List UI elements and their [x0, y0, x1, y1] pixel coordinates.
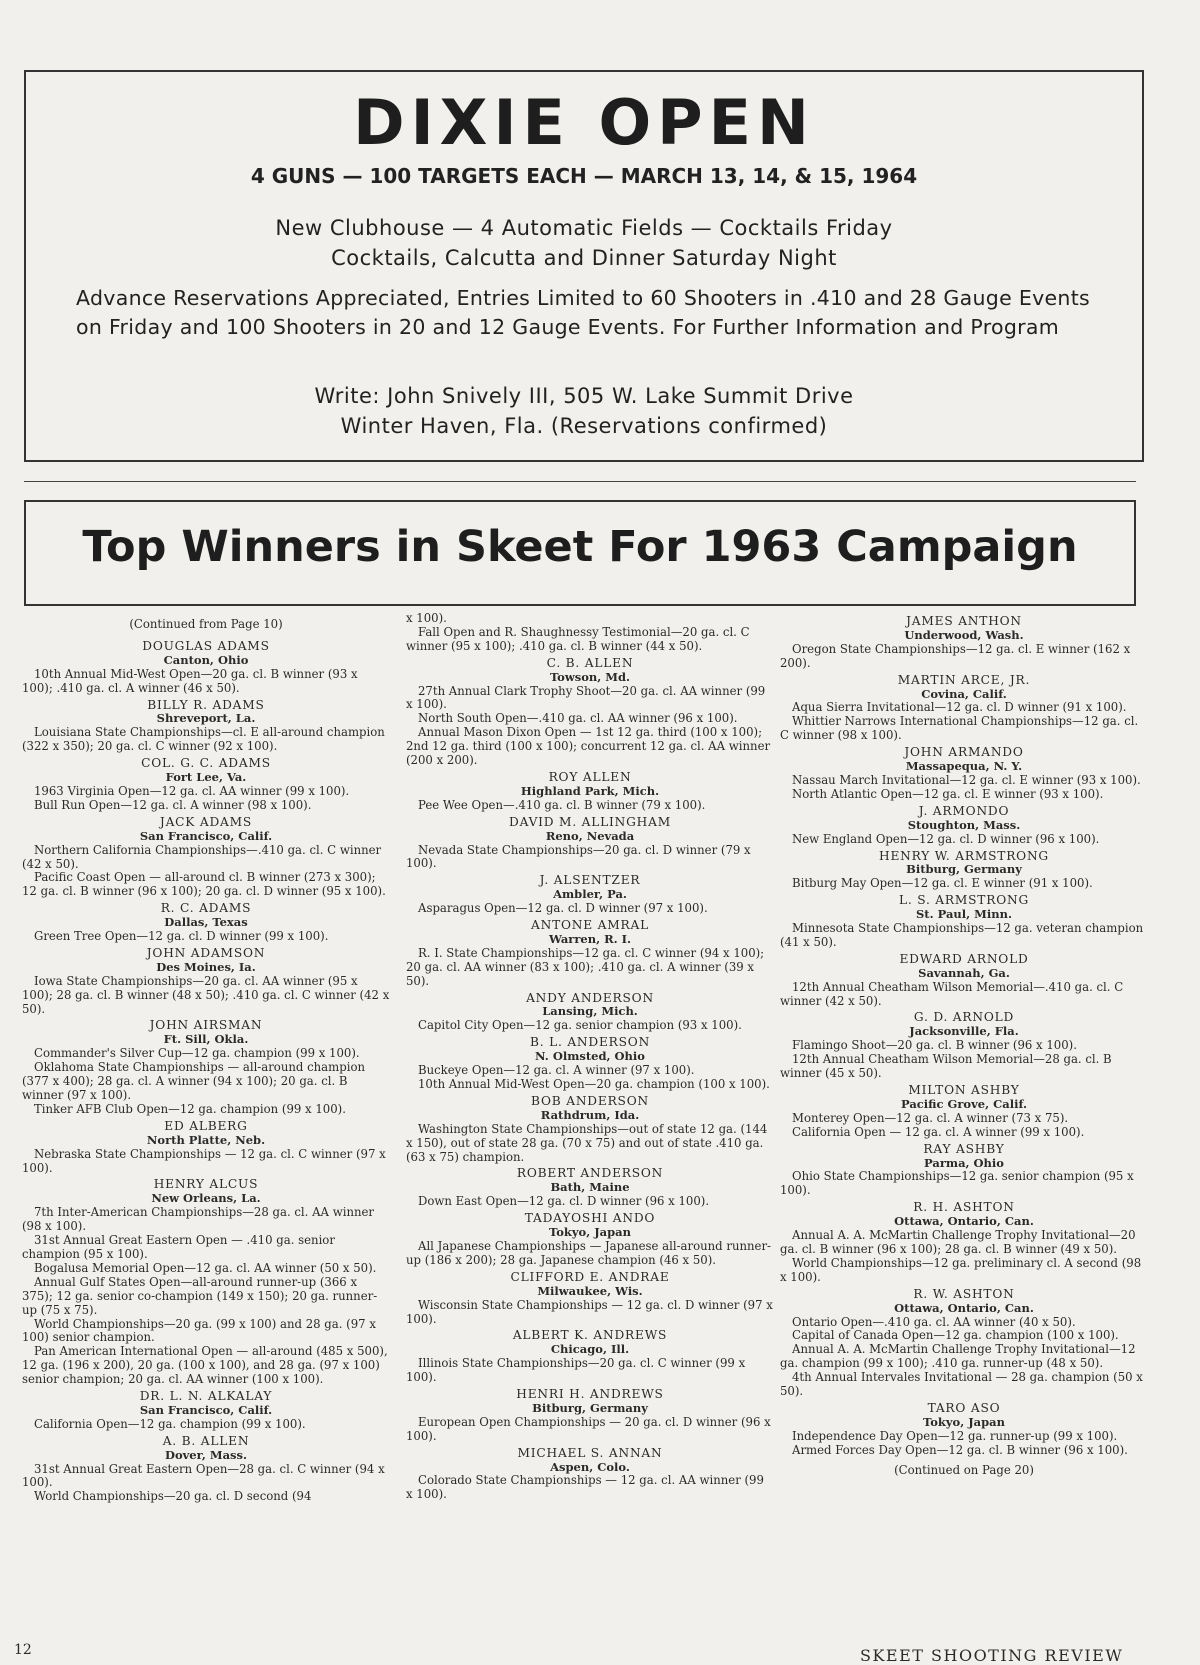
- winner-location: N. Olmsted, Ohio: [535, 1049, 645, 1064]
- result-text: Pan American International Open — all-around (485 x 500), 12 ga. (196 x 200), 20 ga. (100 x 100), and 28 ga. (97 x 100) senior champion; 20 ga. cl. AA winner (100 x 100).: [22, 1344, 388, 1387]
- winner-entry: [406, 1329, 774, 1385]
- winner-location: Shreveport, La.: [156, 711, 256, 726]
- winner-name: ED ALBERG: [164, 1118, 248, 1133]
- winner-location: New Orleans, La.: [151, 1191, 261, 1206]
- winner-name: HENRI H. ANDREWS: [516, 1387, 664, 1402]
- winner-entry: [780, 953, 1148, 1009]
- winner-location: Dallas, Texas: [164, 915, 248, 930]
- page-number: 12: [14, 1642, 32, 1658]
- winner-name: EDWARD ARNOLD: [899, 951, 1029, 966]
- result-text: Annual A. A. McMartin Challenge Trophy Invitational—20 ga. cl. B winner (96 x 100); 28 ga. cl. B winner (49 x 50).: [780, 1228, 1136, 1256]
- winner-name: MICHAEL S. ANNAN: [517, 1445, 663, 1460]
- winner-location: Covina, Calif.: [921, 686, 1007, 701]
- result-text: Bull Run Open—12 ga. cl. A winner (98 x 100).: [34, 797, 312, 812]
- winner-entry: [780, 674, 1148, 744]
- ad-subtitle: 4 GUNS — 100 TARGETS EACH — MARCH 13, 14, & 15, 1964: [250, 164, 918, 188]
- winner-entry: [22, 699, 390, 755]
- result-text: All Japanese Championships — Japanese all-around runner-up (186 x 200); 28 ga. Japanese champion (46 x 50).: [406, 1238, 772, 1267]
- result-text: World Championships—20 ga. cl. D second (94: [34, 1489, 312, 1504]
- winner-name: A. B. ALLEN: [162, 1433, 250, 1448]
- winner-location: Towson, Md.: [549, 669, 631, 684]
- winner-entry: [780, 615, 1148, 671]
- result-text: Ontario Open—.410 ga. cl. AA winner (40 x 50).: [792, 1314, 1076, 1329]
- result-text: Nevada State Championships—20 ga. cl. D winner (79 x 100).: [406, 842, 751, 871]
- winner-location: Dover, Mass.: [164, 1447, 247, 1462]
- result-text: World Championships—12 ga. preliminary cl. A second (98 x 100).: [780, 1255, 1142, 1284]
- result-text: R. I. State Championships—12 ga. cl. C winner (94 x 100); 20 ga. cl. AA winner (83 x 100); .410 ga. cl. A winner (39 x 50).: [406, 945, 765, 988]
- winner-entry: [780, 1084, 1148, 1140]
- winner-name: B. L. ANDERSON: [529, 1035, 651, 1050]
- result-text: Nebraska State Championships — 12 ga. cl. C winner (97 x 100).: [22, 1146, 386, 1175]
- winner-entry: [406, 919, 774, 989]
- result-text: x 100).: [406, 611, 447, 625]
- result-text: Monterey Open—12 ga. cl. A winner (73 x 75).: [792, 1110, 1069, 1125]
- result-text: Green Tree Open—12 ga. cl. D winner (99 x 100).: [34, 929, 329, 944]
- result-text: Armed Forces Day Open—12 ga. cl. B winner (96 x 100).: [792, 1442, 1128, 1457]
- winner-name: BOB ANDERSON: [531, 1093, 649, 1108]
- result-text: Annual Mason Dixon Open — 1st 12 ga. third (100 x 100); 2nd 12 ga. third (100 x 100); concurrent 12 ga. cl. AA winner (200 x 200).: [406, 725, 771, 768]
- result-text: Oregon State Championships—12 ga. cl. E winner (162 x 200).: [780, 641, 1131, 670]
- winner-entry: [780, 894, 1148, 950]
- winner-location: Chicago, Ill.: [550, 1342, 630, 1357]
- winner-entry: [780, 1011, 1148, 1081]
- column-2: [406, 612, 774, 1502]
- result-text: 10th Annual Mid-West Open—20 ga. champion (100 x 100).: [418, 1077, 770, 1091]
- ad-paragraph: Advance Reservations Appreciated, Entries Limited to 60 Shooters in .410 and 28 Gauge Events on Friday and 100 Shooters in 20 and 12 Gauge Events. For Further Information and Program: [76, 286, 1091, 339]
- result-text: Colorado State Championships — 12 ga. cl. AA winner (99 x 100).: [406, 1473, 764, 1502]
- result-text: 4th Annual Intervales Invitational — 28 ga. champion (50 x 50).: [780, 1370, 1143, 1399]
- result-text: Buckeye Open—12 ga. cl. A winner (97 x 100).: [418, 1063, 695, 1078]
- winner-location: Milwaukee, Wis.: [537, 1283, 643, 1298]
- ad-write-line-2: Winter Haven, Fla. (Reservations confirmed): [340, 414, 828, 438]
- result-text: Whittier Narrows International Championships—12 ga. cl. C winner (98 x 100).: [780, 714, 1139, 743]
- result-text: Flamingo Shoot—20 ga. cl. B winner (96 x 100).: [792, 1038, 1077, 1053]
- winner-entry: [22, 1019, 390, 1116]
- winner-location: Fort Lee, Va.: [165, 770, 247, 785]
- winner-location: Des Moines, Ia.: [156, 959, 256, 974]
- result-text: North South Open—.410 ga. cl. AA winner (96 x 100).: [418, 711, 738, 726]
- result-text: 31st Annual Great Eastern Open—28 ga. cl. C winner (94 x 100).: [22, 1461, 385, 1490]
- winner-entry: [406, 657, 774, 768]
- winner-entry: [406, 816, 774, 872]
- headline: Top Winners in Skeet For 1963 Campaign: [82, 522, 1078, 572]
- result-text: Oklahoma State Championships — all-around champion (377 x 400); 28 ga. cl. A winner (94 x 100); 20 ga. cl. B winner (97 x 100).: [22, 1060, 366, 1102]
- winner-entry: [22, 1178, 390, 1387]
- result-text: 12th Annual Cheatham Wilson Memorial—28 ga. cl. B winner (45 x 50).: [780, 1052, 1112, 1081]
- result-text: Bogalusa Memorial Open—12 ga. cl. AA winner (50 x 50).: [34, 1260, 377, 1275]
- winner-location: Bath, Maine: [550, 1180, 630, 1195]
- winner-entry: [22, 947, 390, 1017]
- result-text: Pee Wee Open—.410 ga. cl. B winner (79 x 100).: [418, 797, 706, 812]
- winner-entry: [406, 1271, 774, 1327]
- winner-location: Pacific Grove, Calif.: [901, 1096, 1027, 1111]
- winner-location: Jacksonville, Fla.: [909, 1024, 1019, 1039]
- winner-location: San Francisco, Calif.: [139, 828, 273, 843]
- result-text: Aqua Sierra Invitational—12 ga. cl. D winner (91 x 100).: [792, 700, 1127, 715]
- winner-name: COL. G. C. ADAMS: [141, 756, 271, 771]
- winner-location: Ft. Sill, Okla.: [163, 1032, 249, 1047]
- result-text: Minnesota State Championships—12 ga. veteran champion (41 x 50).: [780, 921, 1144, 949]
- winner-name: ROY ALLEN: [548, 769, 632, 784]
- winner-name: DOUGLAS ADAMS: [142, 638, 270, 653]
- result-text: Northern California Championships—.410 ga. cl. C winner (42 x 50).: [22, 842, 382, 871]
- winner-location: Canton, Ohio: [163, 652, 249, 667]
- winner-name: DAVID M. ALLINGHAM: [509, 814, 671, 829]
- winner-entry: [406, 1388, 774, 1444]
- winner-name: ROBERT ANDERSON: [516, 1166, 664, 1181]
- winner-name: R. H. ASHTON: [913, 1200, 1015, 1215]
- winner-name: JACK ADAMS: [159, 814, 253, 829]
- winner-name: ANDY ANDERSON: [526, 990, 654, 1005]
- winner-location: San Francisco, Calif.: [139, 1402, 273, 1417]
- winner-location: Parma, Ohio: [924, 1155, 1004, 1170]
- winner-location: St. Paul, Minn.: [916, 907, 1012, 922]
- result-text: Capital of Canada Open—12 ga. champion (100 x 100).: [792, 1328, 1119, 1343]
- winner-entry: [406, 874, 774, 916]
- winner-name: R. W. ASHTON: [913, 1286, 1015, 1301]
- winner-entry: [780, 850, 1148, 892]
- winner-entry: [22, 1390, 390, 1432]
- result-text: 27th Annual Clark Trophy Shoot—20 ga. cl. AA winner (99 x 100).: [406, 683, 766, 712]
- result-text: Ohio State Championships—12 ga. senior champion (95 x 100).: [780, 1169, 1134, 1198]
- result-text: Tinker AFB Club Open—12 ga. champion (99 x 100).: [34, 1101, 346, 1116]
- winner-location: Ambler, Pa.: [553, 887, 627, 902]
- winner-name: J. ARMONDO: [918, 803, 1010, 818]
- result-text: World Championships—20 ga. (99 x 100) and 28 ga. (97 x 100) senior champion.: [22, 1316, 376, 1345]
- winner-entry: [406, 1167, 774, 1209]
- publication-name: SKEET SHOOTING REVIEW: [860, 1646, 1124, 1665]
- result-text: Louisiana State Championships—cl. E all-around champion (322 x 350); 20 ga. cl. C winner (92 x 100).: [22, 725, 385, 754]
- winner-name: R. C. ADAMS: [160, 901, 252, 916]
- winner-location: Bitburg, Germany: [532, 1400, 648, 1415]
- winner-entry: [22, 1120, 390, 1176]
- winner-name: JOHN ARMANDO: [904, 745, 1024, 760]
- result-text: Iowa State Championships—20 ga. cl. AA winner (95 x 100); 28 ga. cl. B winner (48 x 50); .410 ga. cl. C winner (42 x 50).: [22, 973, 390, 1016]
- result-text: Bitburg May Open—12 ga. cl. E winner (91 x 100).: [792, 876, 1093, 891]
- result-text: 7th Inter-American Championships—28 ga. cl. AA winner (98 x 100).: [22, 1205, 374, 1234]
- winner-name: CLIFFORD E. ANDRAE: [510, 1269, 670, 1284]
- winner-entry: [406, 612, 774, 654]
- result-text: European Open Championships — 20 ga. cl. D winner (96 x 100).: [406, 1414, 771, 1443]
- result-text: Commander's Silver Cup—12 ga. champion (99 x 100).: [34, 1046, 360, 1061]
- winner-name: HENRY ALCUS: [153, 1177, 259, 1192]
- ad-title: DIXIE OPEN: [353, 86, 815, 159]
- result-text: Nassau March Invitational—12 ga. cl. E winner (93 x 100).: [792, 772, 1141, 787]
- result-text: Down East Open—12 ga. cl. D winner (96 x 100).: [418, 1194, 710, 1209]
- winner-location: North Platte, Neb.: [146, 1132, 266, 1147]
- winner-entry: [780, 1288, 1148, 1399]
- ad-line-1: New Clubhouse — 4 Automatic Fields — Cocktails Friday: [275, 216, 893, 240]
- winner-entry: [406, 992, 774, 1034]
- result-text: 1963 Virginia Open—12 ga. cl. AA winner (99 x 100).: [34, 783, 350, 798]
- winner-name: TADAYOSHI ANDO: [524, 1211, 656, 1226]
- winner-location: Stoughton, Mass.: [907, 817, 1021, 832]
- result-text: Washington State Championships—out of state 12 ga. (144 x 150), out of state 28 ga. (70 x 75) and out of state .410 ga. (63 x 75) champion.: [406, 1121, 768, 1164]
- winner-name: ANTONE AMRAL: [531, 918, 649, 933]
- headline-box: [24, 500, 1136, 606]
- winner-location: Lansing, Mich.: [542, 1004, 638, 1019]
- result-text: North Atlantic Open—12 ga. cl. E winner (93 x 100).: [792, 786, 1104, 801]
- result-text: California Open—12 ga. champion (99 x 100).: [34, 1416, 306, 1431]
- divider: [24, 481, 1136, 482]
- result-text: Pacific Coast Open — all-around cl. B winner (273 x 300); 12 ga. cl. B winner (96 x 100); 20 ga. cl. D winner (95 x 100).: [22, 870, 386, 899]
- ad-write-line-1: Write: John Snively III, 505 W. Lake Summit Drive: [314, 384, 854, 408]
- winner-name: JAMES ANTHON: [906, 614, 1022, 628]
- winner-entry: [780, 1143, 1148, 1199]
- winner-location: Highland Park, Mich.: [520, 783, 660, 798]
- winner-location: Ottawa, Ontario, Can.: [894, 1300, 1034, 1315]
- result-text: Annual A. A. McMartin Challenge Trophy Invitational—12 ga. champion (99 x 100); .410 ga. runner-up (48 x 50).: [780, 1342, 1136, 1371]
- winner-entry: [406, 1447, 774, 1503]
- winner-name: J. ALSENTZER: [539, 873, 641, 888]
- winner-name: HENRY W. ARMSTRONG: [879, 848, 1049, 863]
- winner-location: Aspen, Colo.: [550, 1459, 630, 1474]
- winner-name: C. B. ALLEN: [546, 655, 634, 670]
- winner-entry: [22, 640, 390, 696]
- result-text: Fall Open and R. Shaughnessy Testimonial—20 ga. cl. C winner (95 x 100); .410 ga. cl. B winner (44 x 50).: [406, 624, 750, 653]
- winner-location: Ottawa, Ontario, Can.: [894, 1214, 1034, 1229]
- winner-location: Savannah, Ga.: [918, 965, 1010, 980]
- winner-entry: [22, 816, 390, 899]
- column-1: [22, 612, 390, 1504]
- winner-entry: [780, 1201, 1148, 1284]
- winner-name: TARO ASO: [927, 1400, 1001, 1415]
- winner-name: BILLY R. ADAMS: [147, 697, 265, 712]
- winner-location: Underwood, Wash.: [904, 627, 1024, 642]
- result-text: Illinois State Championships—20 ga. cl. C winner (99 x 100).: [406, 1356, 746, 1385]
- winner-name: MARTIN ARCE, JR.: [897, 672, 1031, 687]
- winner-location: Bitburg, Germany: [906, 862, 1022, 877]
- result-text: 31st Annual Great Eastern Open — .410 ga. senior champion (95 x 100).: [22, 1233, 335, 1261]
- winner-entry: [22, 1435, 390, 1505]
- winner-location: Rathdrum, Ida.: [540, 1107, 640, 1122]
- winner-entry: [406, 1212, 774, 1268]
- column-3: [780, 612, 1148, 1485]
- winner-name: L. S. ARMSTRONG: [898, 893, 1029, 908]
- winner-entry: [780, 805, 1148, 847]
- winner-name: RAY ASHBY: [923, 1141, 1005, 1156]
- continued-from: (Continued from Page 10): [129, 617, 283, 631]
- winner-entry: [780, 746, 1148, 802]
- result-text: Independence Day Open—12 ga. runner-up (99 x 100).: [792, 1428, 1118, 1443]
- result-text: 10th Annual Mid-West Open—20 ga. cl. B winner (93 x 100); .410 ga. cl. A winner (46 x 50).: [22, 666, 358, 695]
- winner-location: Massapequa, N. Y.: [905, 759, 1023, 774]
- winner-location: Tokyo, Japan: [923, 1414, 1005, 1429]
- result-text: 12th Annual Cheatham Wilson Memorial—.410 ga. cl. C winner (42 x 50).: [780, 979, 1124, 1008]
- winner-entry: [22, 902, 390, 944]
- winner-entry: [406, 771, 774, 813]
- winner-name: JOHN ADAMSON: [146, 945, 266, 960]
- result-text: Capitol City Open—12 ga. senior champion (93 x 100).: [418, 1018, 742, 1033]
- winner-location: Tokyo, Japan: [549, 1225, 631, 1240]
- winner-name: DR. L. N. ALKALAY: [139, 1389, 273, 1404]
- ad-line-2: Cocktails, Calcutta and Dinner Saturday Night: [331, 246, 837, 270]
- winner-entry: [406, 1095, 774, 1165]
- winner-name: JOHN AIRSMAN: [149, 1018, 263, 1033]
- winner-name: MILTON ASHBY: [908, 1083, 1020, 1097]
- result-text: Wisconsin State Championships — 12 ga. cl. D winner (97 x 100).: [406, 1297, 773, 1326]
- result-text: Annual Gulf States Open—all-around runner-up (366 x 375); 12 ga. senior co-champion (149 x 150); 20 ga. runner-up (75 x 75).: [22, 1274, 378, 1317]
- continued-on: (Continued on Page 20): [894, 1462, 1034, 1477]
- winner-entry: [406, 1036, 774, 1092]
- winner-name: ALBERT K. ANDREWS: [512, 1328, 668, 1343]
- winner-entry: [780, 1402, 1148, 1458]
- winner-entry: [22, 757, 390, 813]
- winner-location: Reno, Nevada: [545, 828, 635, 843]
- winner-name: G. D. ARNOLD: [913, 1010, 1015, 1025]
- result-text: California Open — 12 ga. cl. A winner (99 x 100).: [792, 1124, 1085, 1139]
- dixie-open-ad: [24, 70, 1144, 462]
- winner-location: Warren, R. I.: [548, 931, 632, 946]
- result-text: Asparagus Open—12 ga. cl. D winner (97 x 100).: [418, 901, 708, 916]
- result-text: New England Open—12 ga. cl. D winner (96 x 100).: [792, 831, 1100, 846]
